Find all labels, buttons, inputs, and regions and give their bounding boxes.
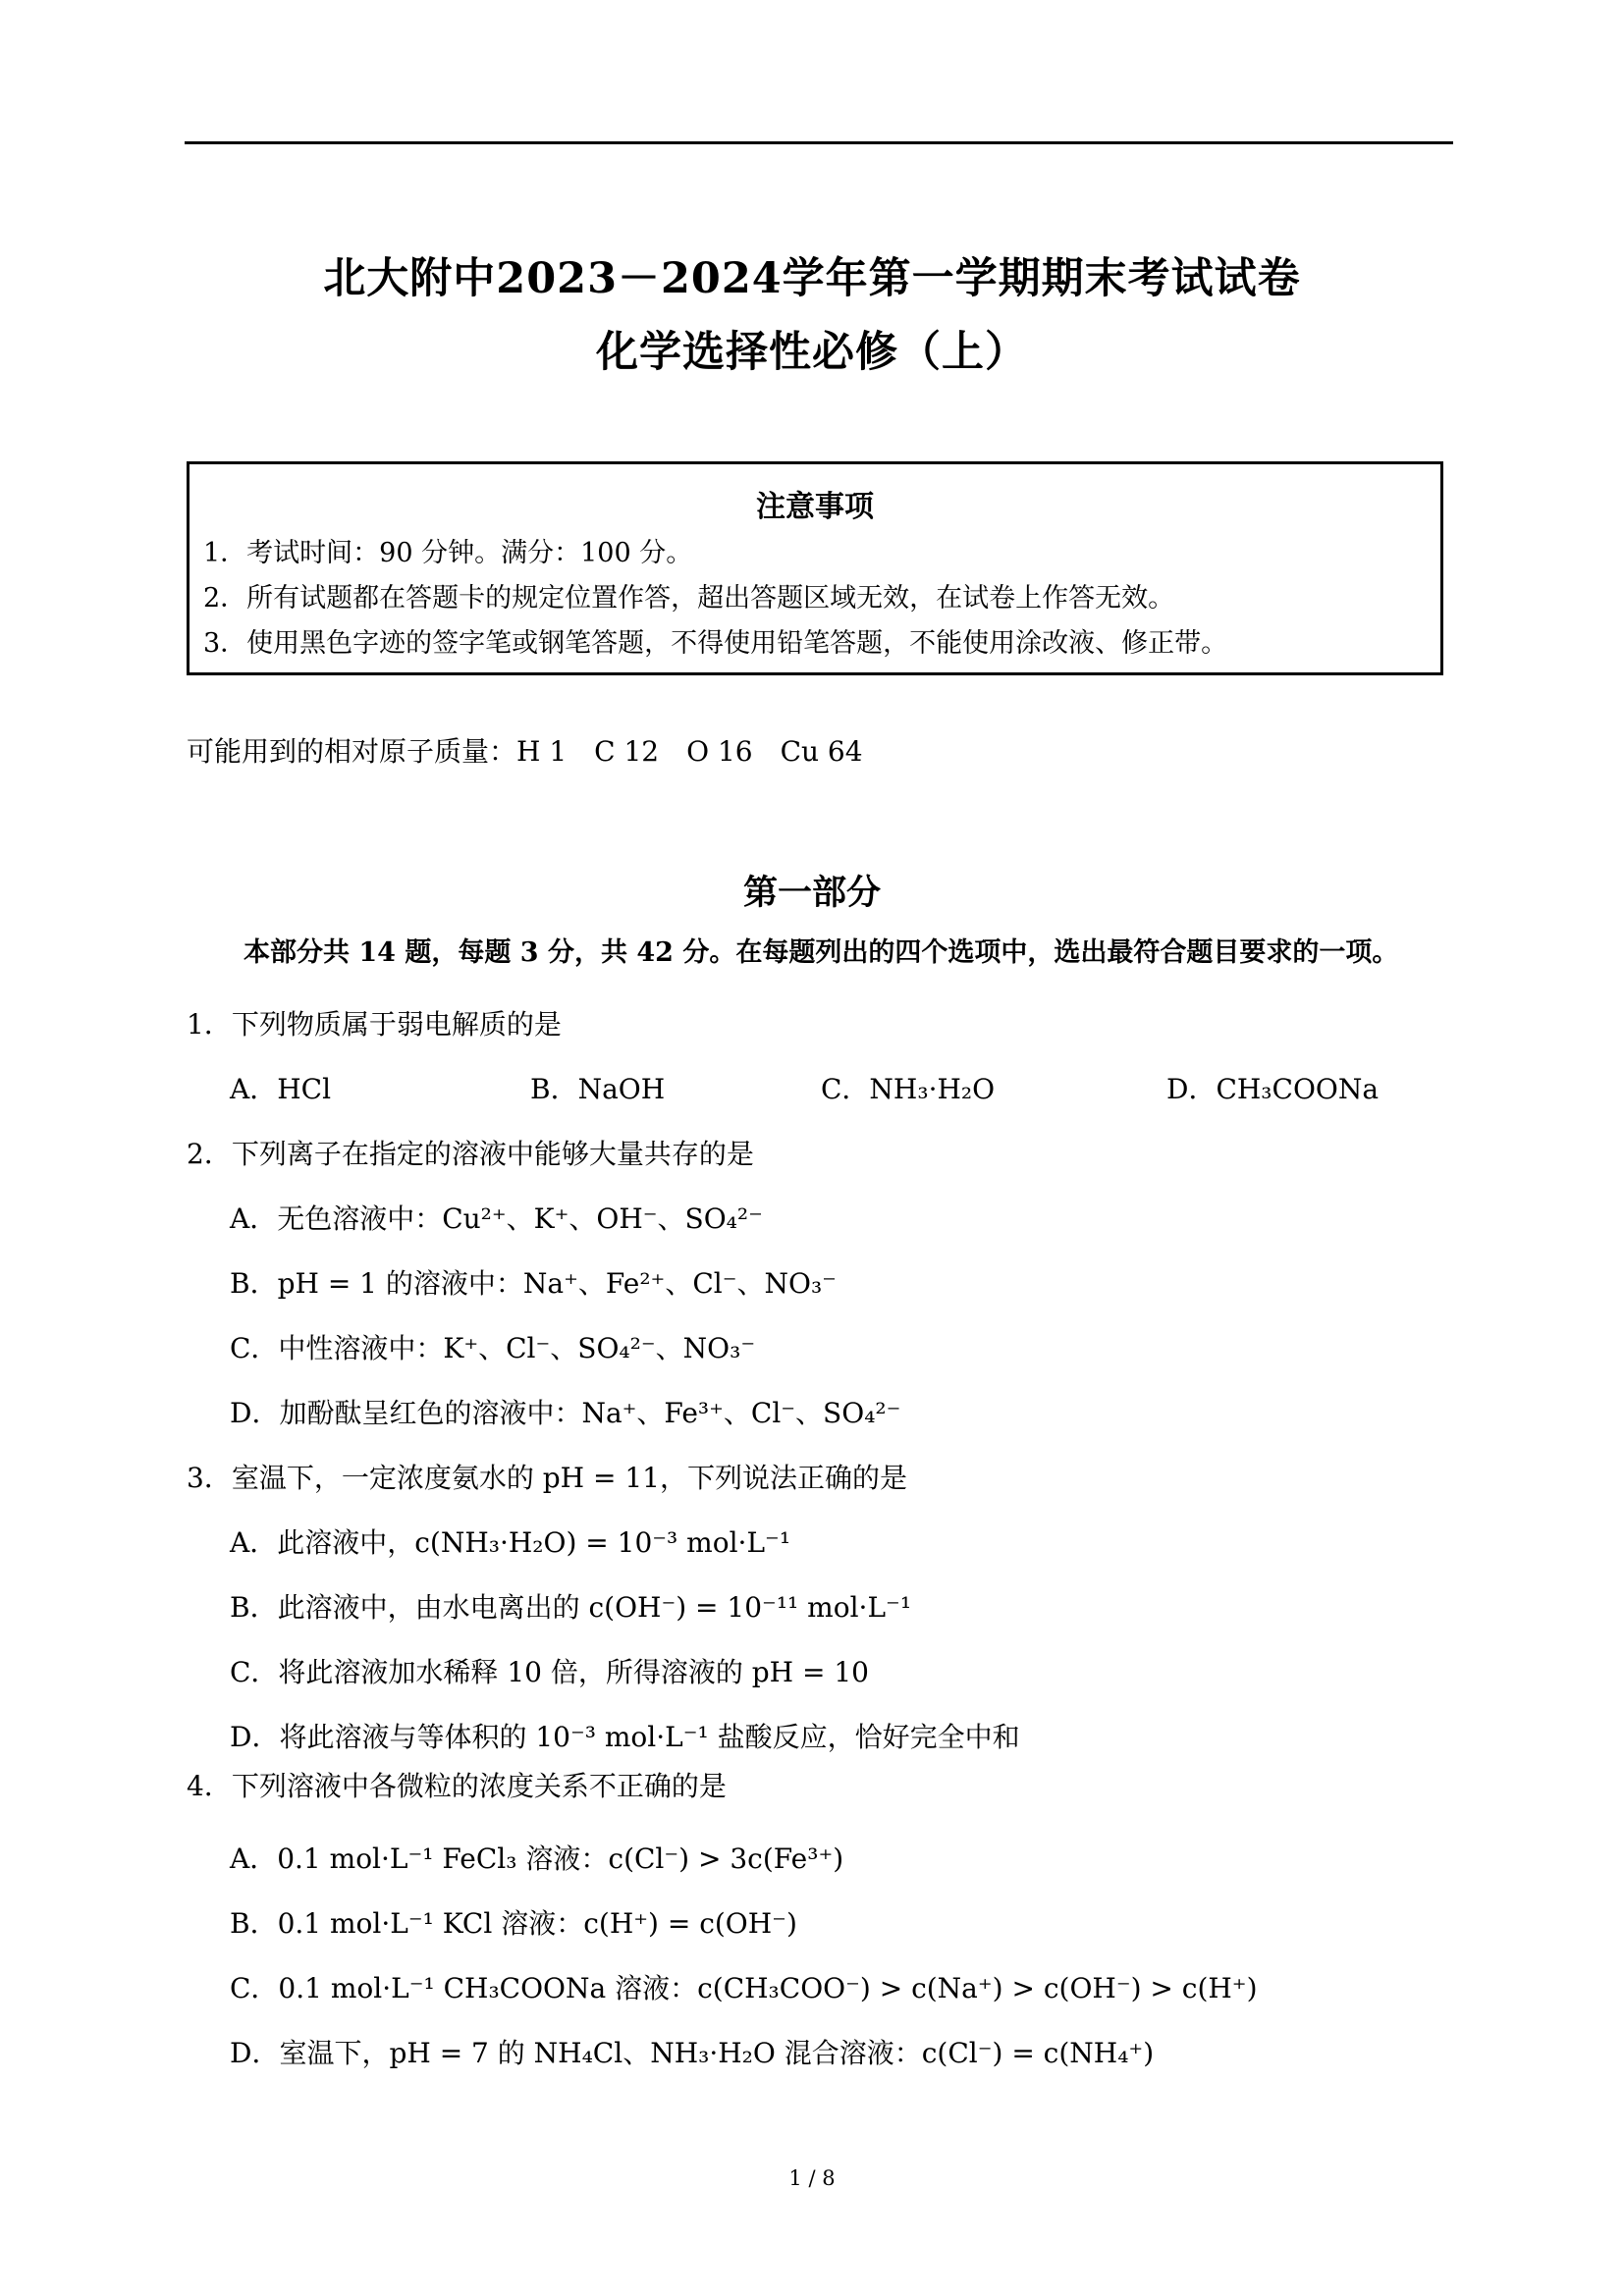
notice-heading: 注意事项 [756, 490, 874, 524]
page-number: 1 / 8 [788, 2166, 836, 2190]
atomic-masses: 可能用到的相对原子质量：H 1 C 12 O 16 Cu 64 [187, 735, 863, 768]
question-1-option-d: D．CH₃COONa [1166, 1073, 1380, 1105]
section-intro: 本部分共 14 题，每题 3 分，共 42 分。在每题列出的四个选项中，选出最符合题目要求的一项。 [244, 937, 1399, 968]
exam-title: 北大附中2023－2024学年第一学期期末考试试卷 [323, 254, 1301, 303]
question-2-option-a: A．无色溶液中：Cu²⁺、K⁺、OH⁻、SO₄²⁻ [230, 1202, 763, 1235]
question-2-option-c: C．中性溶液中：K⁺、Cl⁻、SO₄²⁻、NO₃⁻ [230, 1332, 756, 1364]
question-4-option-c: C．0.1 mol·L⁻¹ CH₃COONa 溶液：c(CH₃COO⁻) > c(Na⁺) > c(OH⁻) > c(H⁺) [230, 1972, 1258, 2004]
section-title: 第一部分 [742, 873, 881, 913]
question-4-option-b: B．0.1 mol·L⁻¹ KCl 溶液：c(H⁺) = c(OH⁻) [230, 1907, 797, 1940]
question-2-option-b: B．pH = 1 的溶液中：Na⁺、Fe²⁺、Cl⁻、NO₃⁻ [230, 1267, 837, 1300]
question-2-option-d: D．加酚酞呈红色的溶液中：Na⁺、Fe³⁺、Cl⁻、SO₄²⁻ [230, 1397, 901, 1429]
notice-box [187, 461, 1443, 675]
question-1-option-a: A．HCl [230, 1073, 332, 1105]
question-3-option-a: A．此溶液中，c(NH₃·H₂O) = 10⁻³ mol·L⁻¹ [230, 1526, 791, 1559]
question-4-option-a: A．0.1 mol·L⁻¹ FeCl₃ 溶液：c(Cl⁻) > 3c(Fe³⁺) [230, 1842, 844, 1875]
question-1-option-c: C．NH₃·H₂O [821, 1073, 996, 1105]
notice-item: 2．所有试题都在答题卡的规定位置作答，超出答题区域无效，在试卷上作答无效。 [203, 583, 1175, 614]
question-2-stem: 2．下列离子在指定的溶液中能够大量共存的是 [187, 1138, 754, 1170]
question-1-stem: 1．下列物质属于弱电解质的是 [187, 1008, 562, 1041]
question-3-option-d: D．将此溶液与等体积的 10⁻³ mol·L⁻¹ 盐酸反应，恰好完全中和 [230, 1721, 1020, 1753]
question-1-option-b: B．NaOH [530, 1073, 666, 1105]
notice-item: 1．考试时间：90 分钟。满分：100 分。 [203, 538, 693, 568]
question-3-option-c: C．将此溶液加水稀释 10 倍，所得溶液的 pH = 10 [230, 1656, 869, 1688]
question-4-stem: 4．下列溶液中各微粒的浓度关系不正确的是 [187, 1770, 727, 1802]
notice-item: 3．使用黑色字迹的签字笔或钢笔答题，不得使用铅笔答题，不能使用涂改液、修正带。 [203, 628, 1228, 659]
question-3-option-b: B．此溶液中，由水电离出的 c(OH⁻) = 10⁻¹¹ mol·L⁻¹ [230, 1591, 912, 1624]
header-rule [185, 141, 1453, 144]
question-3-stem: 3．室温下，一定浓度氨水的 pH = 11，下列说法正确的是 [187, 1462, 907, 1494]
question-4-option-d: D．室温下，pH = 7 的 NH₄Cl、NH₃·H₂O 混合溶液：c(Cl⁻) = c(NH₄⁺) [230, 2037, 1155, 2069]
exam-subtitle: 化学选择性必修（上） [596, 328, 1028, 377]
